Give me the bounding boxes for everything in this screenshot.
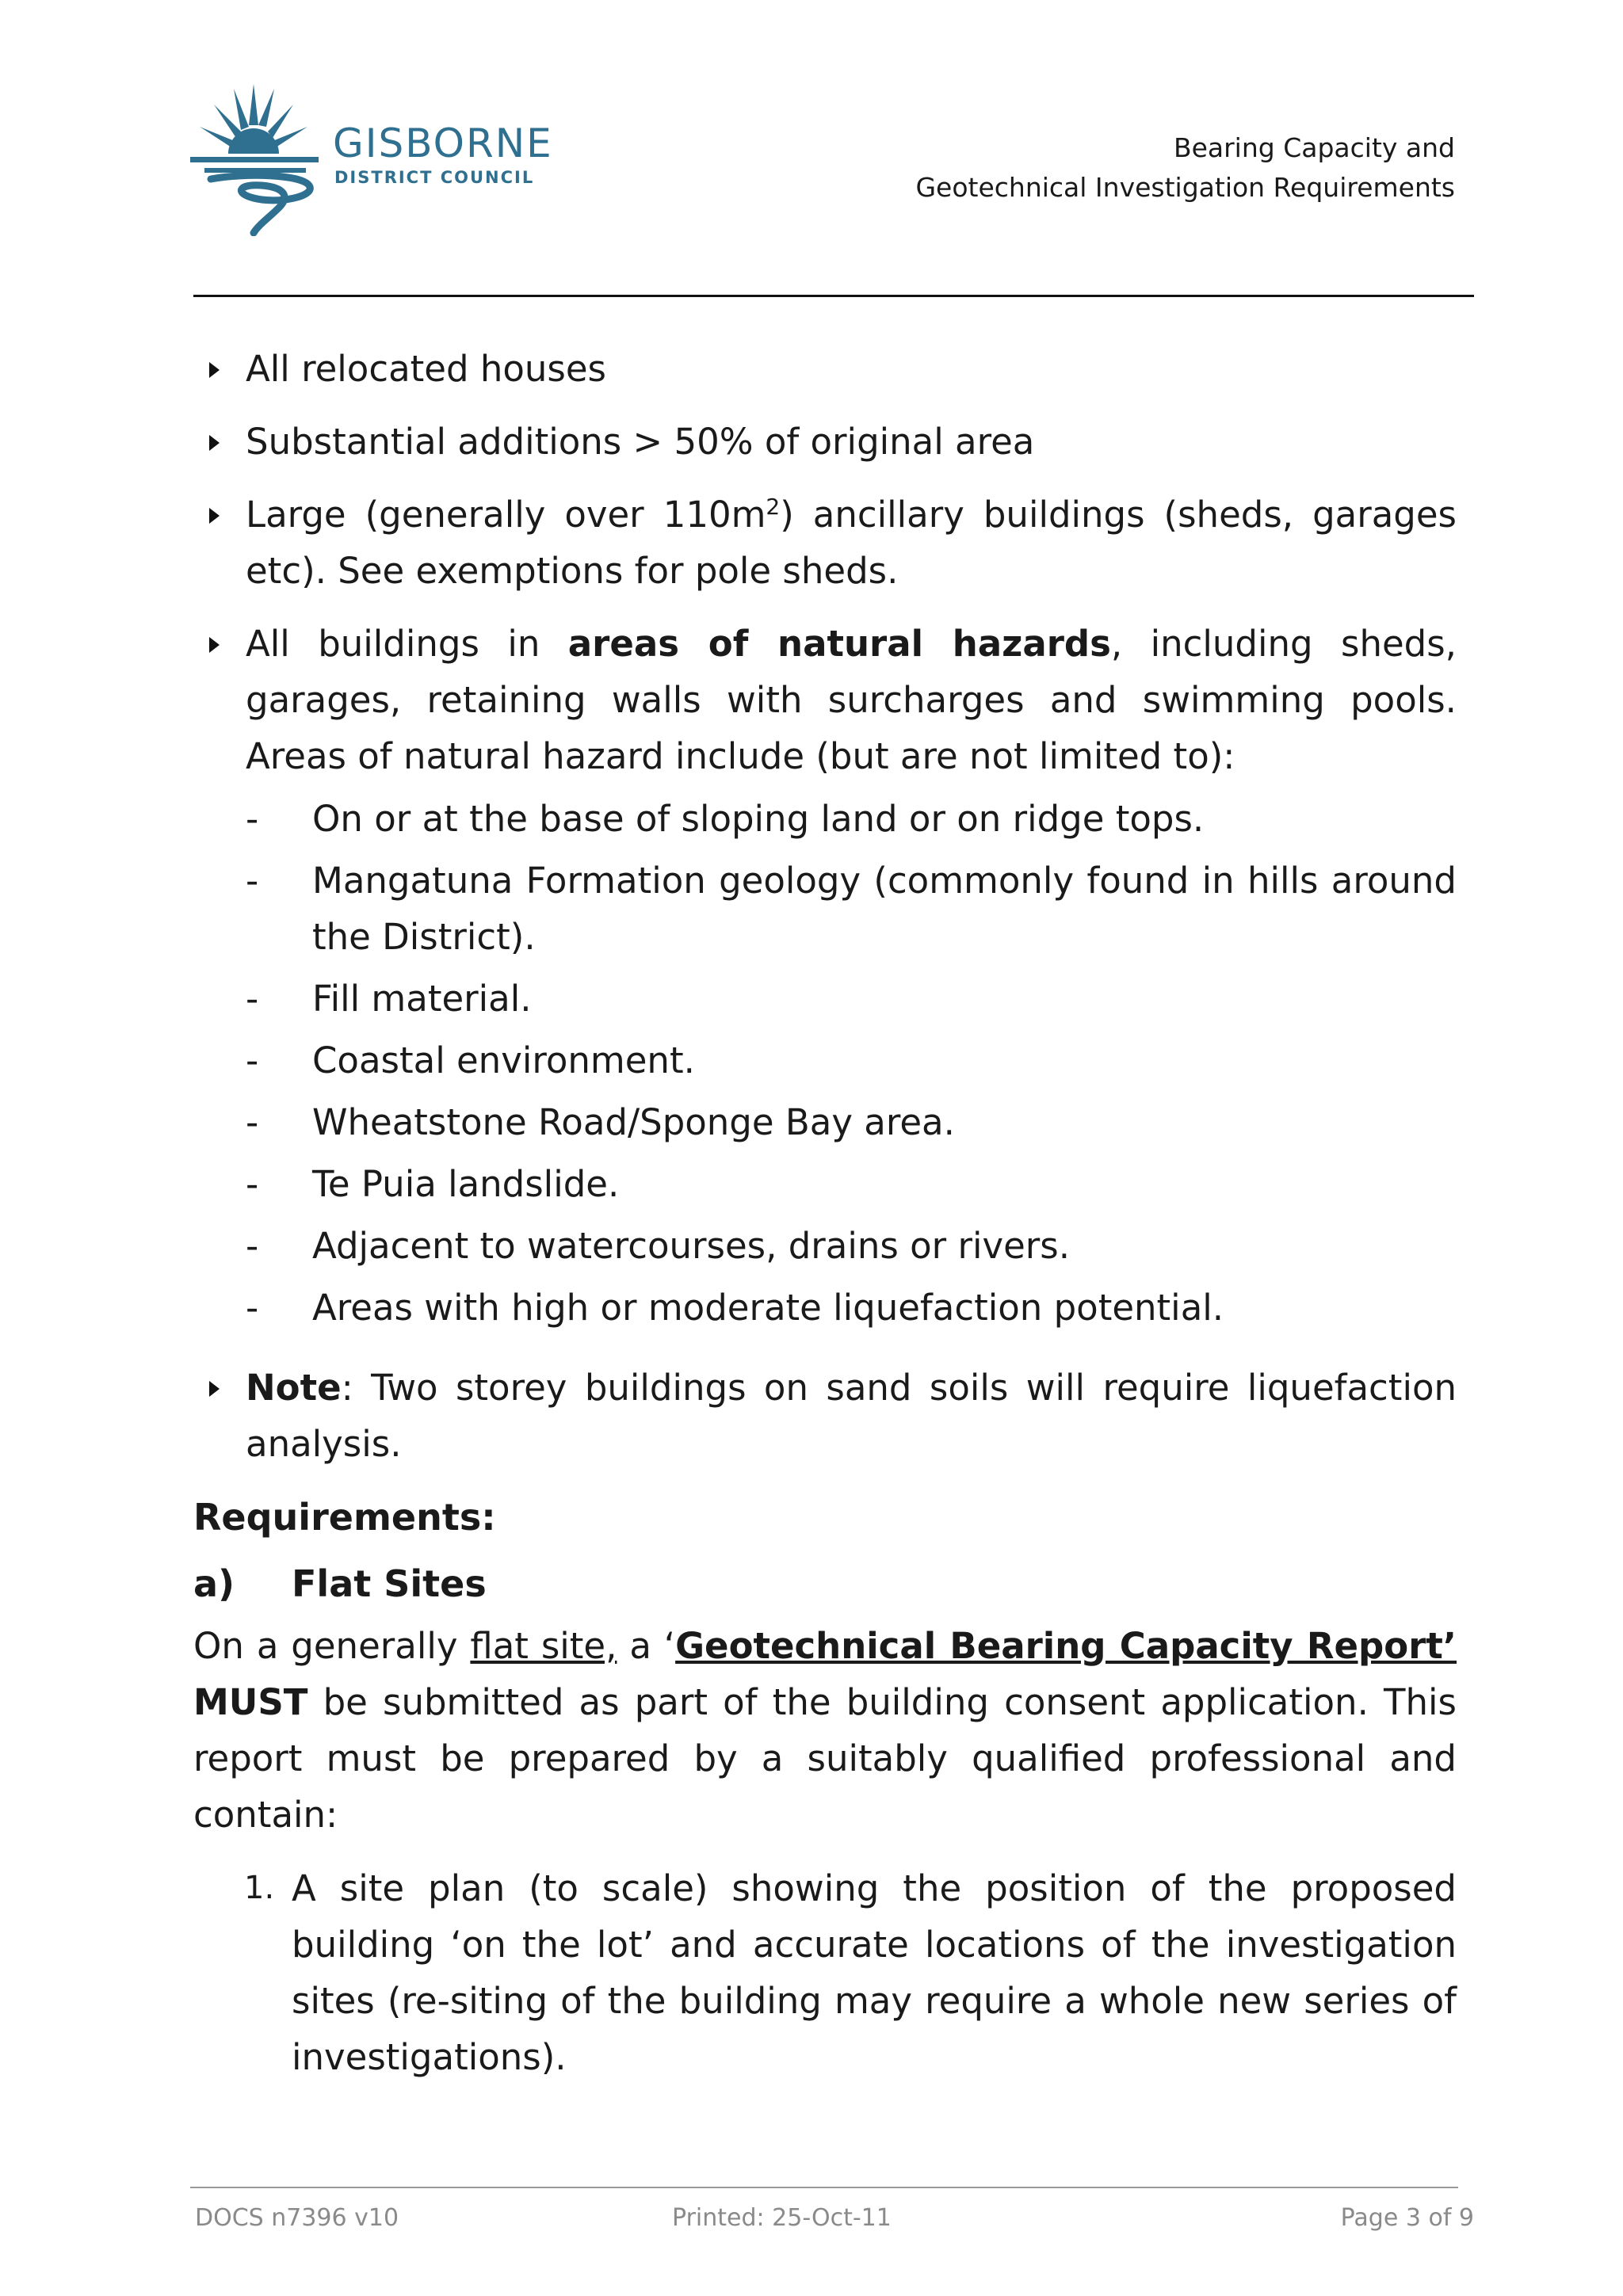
- requirements-heading: Requirements:: [193, 1496, 496, 1539]
- note-label: Note: [246, 1367, 342, 1409]
- list-item: - Adjacent to watercourses, drains or rivers.: [246, 1225, 1071, 1267]
- bullet-note: Note: Two storey buildings on sand soils will require liquefaction analysis.: [193, 1360, 1457, 1472]
- footer-page-number: Page 3 of 9: [1340, 2204, 1474, 2232]
- bullet-large-ancillary-buildings: Large (generally over $110m^2$) ancillary buildings (sheds, garages etc). See exemptions for pole sheds.: [193, 486, 1457, 599]
- list-item: 1. A site plan (to scale) showing the position of the proposed building ‘on the lot’ and accurate locations of the investigation sites (re-siting of the building may require a whole new series of investigations).: [244, 1867, 1457, 2078]
- title-line-2: Geotechnical Investigation Requirements: [915, 172, 1455, 203]
- report-name: Geotechnical Bearing Capacity Report’: [675, 1625, 1457, 1667]
- bullet-list: [193, 341, 1457, 1472]
- list-item: - Te Puia landslide.: [246, 1163, 620, 1205]
- footer-divider: [190, 2187, 1458, 2188]
- bullet-natural-hazards: All buildings in areas of natural hazards, including sheds, garages, retaining walls with surcharges and swimming pools. Areas of natural hazard include (but are not limited to): - On or at the base of sloping land or on ridge tops. - Mangatuna Formation geology (commonly found in hills around the District). - Fill material. - Coastal environment. - Wheatstone Road/Sponge Bay area. - Te Puia landslide. - Adjacent to watercourses, drains or rivers. - Areas with high or moderate liquefaction potential.: [193, 616, 1457, 1336]
- logo-subtitle: DISTRICT COUNCIL: [334, 168, 535, 187]
- bullet-substantial-additions: Substantial additions > 50% of original area: [193, 414, 1457, 470]
- requirements-list: [193, 1860, 1457, 2085]
- must-emphasis: MUST: [193, 1681, 308, 1723]
- list-item: - Coastal environment.: [246, 1039, 695, 1081]
- list-item: - Fill material.: [246, 978, 532, 1020]
- footer-doc-ref: DOCS n7396 v10: [195, 2204, 399, 2232]
- footer-printed-date: Printed: 25-Oct-11: [672, 2204, 892, 2232]
- document-body: [193, 341, 1457, 2085]
- bullet-relocated-houses: All relocated houses: [193, 341, 1457, 397]
- header-divider: [193, 295, 1474, 297]
- list-item: - Mangatuna Formation geology (commonly found in hills around the District).: [246, 860, 1457, 958]
- flat-site-term: flat site,: [470, 1625, 617, 1667]
- list-item: - Wheatstone Road/Sponge Bay area.: [246, 1101, 955, 1143]
- flat-sites-paragraph: On a generally flat site, a ‘Geotechnical Bearing Capacity Report’ MUST be submitted as part of the building consent application. This report must be prepared by a suitably qualified professional and contain:: [193, 1625, 1457, 1836]
- document-title: [915, 128, 1455, 208]
- hazard-list: [246, 791, 1457, 1336]
- logo-name: GISBORNE: [333, 120, 553, 166]
- flat-sites-heading: a) Flat Sites: [193, 1562, 487, 1605]
- list-item: - On or at the base of sloping land or on ridge tops.: [246, 798, 1205, 840]
- title-line-1: Bearing Capacity and: [1173, 132, 1455, 163]
- sun-wave-logo-icon: [190, 78, 333, 236]
- list-item: - Areas with high or moderate liquefaction potential.: [246, 1287, 1224, 1329]
- natural-hazards-emphasis: areas of natural hazards: [567, 623, 1111, 665]
- gisborne-logo: [190, 78, 602, 236]
